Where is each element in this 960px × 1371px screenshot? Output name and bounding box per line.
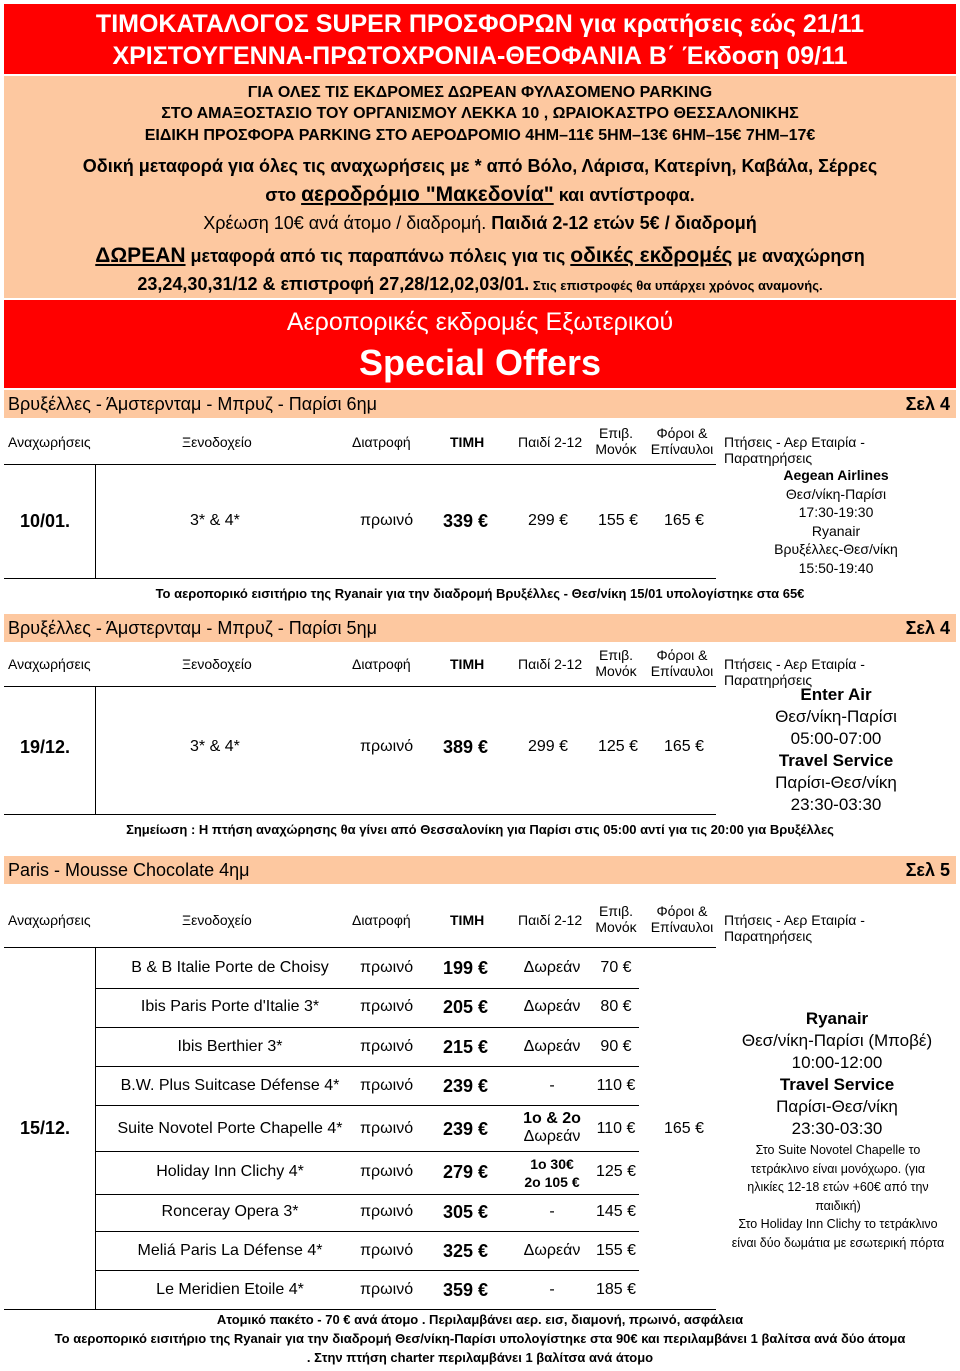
- free-transfer-line-1: ΔΩΡΕΑΝ μεταφορά από τις παραπάνω πόλεις για τις οδικές εκδρομές με αναχώρηση: [95, 244, 865, 267]
- row-border: [4, 947, 716, 948]
- offers-banner: [4, 300, 956, 388]
- section-title-bar: [4, 614, 956, 642]
- section-title: Paris - Mousse Chocolate 4ημ: [8, 860, 250, 880]
- parking-line-1: ΓΙΑ ΟΛΕΣ ΤΙΣ ΕΚΔΡΟΜΕΣ ΔΩΡΕΑΝ ΦΥΛΑΣΟΜΕΝΟ PARKING: [247, 84, 713, 101]
- row-border: [95, 988, 639, 989]
- row-border: [95, 1027, 639, 1028]
- row-border: [95, 1151, 639, 1152]
- row-border: [95, 686, 96, 814]
- single-supplement: 125 €: [598, 738, 639, 755]
- transfer-line-1: Οδική μεταφορά για όλες τις αναχωρήσεις με * από Βόλο, Λάρισα, Κατερίνη, Καβάλα, Σέρρες: [82, 156, 878, 176]
- departure-date: 10/01.: [20, 511, 71, 531]
- row-border: [95, 947, 96, 1309]
- row-border: [95, 1231, 639, 1232]
- departure-date: 19/12.: [20, 737, 71, 757]
- transfer-line-3: Χρέωση 10€ ανά άτομο / διαδρομή. Παιδιά 2-12 ετών 5€ / διαδρομή: [203, 213, 757, 233]
- row-border: [95, 1194, 639, 1195]
- flight-info: Enter Air Θεσ/νίκη-Παρίσι 05:00-07:00 Travel Service Παρίσι-Θεσ/νίκη 23:30-03:30: [775, 685, 897, 814]
- footer-note-3: . Στην πτήση charter περιλαμβάνει 1 βαλίτσα ανά άτομο: [306, 1350, 654, 1365]
- section-title: Βρυξέλλες - Άμστερνταμ - Μπρυζ - Παρίσι 6ημ: [8, 394, 377, 414]
- section-note: Το αεροπορικό εισιτήριο της Ryanair για την διαδρομή Βρυξέλλες - Θεσ/νίκη 15/01 υπολογίστηκε στα 65€: [155, 586, 805, 601]
- parking-line-3: ΕΙΔΙΚΗ ΠΡΟΣΦΟΡΑ PARKING ΣΤΟ ΑΕΡΟΔΡΟΜΙΟ 4ΗΜ–11€ 5ΗΜ–13€ 6ΗΜ–15€ 7ΗΜ–17€: [144, 127, 816, 144]
- free-transfer-line-2: 23,24,30,31/12 & επιστροφή 27,28/12,02,03/01. Στις επιστροφές θα υπάρχει χρόνος αναμονής.: [137, 274, 823, 294]
- banner-line-2: Special Offers: [358, 342, 602, 383]
- footer-note-1: Ατομικό πακέτο - 70 € ανά άτομο . Περιλαμβάνει αερ. εισ, διαμονή, πρωινό, ασφάλεια: [216, 1312, 744, 1327]
- row-border: [4, 1309, 716, 1310]
- row-border: [4, 814, 716, 815]
- row-border: [95, 1270, 639, 1271]
- row-border: [95, 1105, 639, 1106]
- main-title: ΤΙΜΟΚΑΤΑΛΟΓΟΣ SUPER ΠΡΟΣΦΟΡΩΝ για κρατήσεις εώς 21/11: [95, 10, 865, 38]
- hotel-cell: 3* & 4*: [190, 738, 240, 755]
- price-cell: 339 €: [443, 511, 489, 531]
- flight-info: Aegean Airlines Θεσ/νίκη-Παρίσι 17:30-19:30 Ryanair Βρυξέλλες-Θεσ/νίκη 15:50-19:40: [774, 467, 898, 576]
- top-header: [4, 4, 956, 74]
- page-ref: Σελ 4: [905, 394, 950, 414]
- taxes-cell: 165 €: [664, 512, 705, 529]
- transfer-line-2: στο αεροδρόμιο "Μακεδονία" και αντίστροφα.: [265, 183, 695, 206]
- row-border: [4, 578, 716, 579]
- flight-info: Ryanair Θεσ/νίκη-Παρίσι (Μποβέ) 10:00-12:00 Travel Service Παρίσι-Θεσ/νίκη 23:30-03:30: [741, 1009, 933, 1138]
- child-price: 299 €: [528, 512, 569, 529]
- row-border: [95, 1066, 639, 1067]
- footer-note-2: Το αεροπορικό εισιτήριο της Ryanair για την διαδρομή Θεσ/νίκη-Παρίσι υπολογίστηκε στα 90€ και περιλαμβάνει 1 βαλίτσα ανά δύο άτομα: [54, 1331, 906, 1346]
- section-title: Βρυξέλλες - Άμστερνταμ - Μπρυζ - Παρίσι 5ημ: [8, 618, 377, 638]
- section-title-bar: [4, 856, 956, 884]
- column-headers: Αναχωρήσεις Ξενοδοχείο Διατροφή ΤΙΜΗ Παιδί 2-12 Επιβ. Μονόκ Φόροι & Επίναυλοι Πτήσεις - Αερ Εταιρία - Παρατηρήσεις: [8, 903, 865, 944]
- child-price: 299 €: [528, 738, 569, 755]
- departure-date: 15/12.: [20, 1118, 71, 1138]
- price-cell: 389 €: [443, 737, 489, 757]
- banner-line-1: Αεροπορικές εκδρομές Εξωτερικού: [286, 308, 674, 336]
- taxes-cell: 165 €: [664, 1120, 705, 1137]
- hotel-cell: 3* & 4*: [190, 512, 240, 529]
- page-ref: Σελ 5: [905, 860, 950, 880]
- hotel-notes: Στο Suite Novotel Chapelle το τετράκλινο είναι μονόχωρο. (για ηλικίες 12-18 ετών +60€ από την παιδική) Στο Holiday Inn Clichy το τετράκλινο είναι δύο δωμάτια με εσωτερική πόρτα: [731, 1143, 945, 1250]
- single-supplement: 155 €: [598, 512, 639, 529]
- info-box: [4, 76, 956, 298]
- board-cell: πρωινό: [360, 738, 414, 755]
- column-headers: Αναχωρήσεις Ξενοδοχείο Διατροφή ΤΙΜΗ Παιδί 2-12 Επιβ. Μονόκ Φόροι & Επίναυλοι Πτήσεις - Αερ Εταιρία - Παρατηρήσεις: [8, 425, 865, 466]
- column-headers: Αναχωρήσεις Ξενοδοχείο Διατροφή ΤΙΜΗ Παιδί 2-12 Επιβ. Μονόκ Φόροι & Επίναυλοι Πτήσεις - Αερ Εταιρία - Παρατηρήσεις: [8, 647, 865, 688]
- row-border: [95, 464, 96, 578]
- board-cell: πρωινό: [360, 512, 414, 529]
- edition-title: ΧΡΙΣΤΟΥΓΕΝΝΑ-ΠΡΩΤΟΧΡΟΝΙΑ-ΘΕΟΦΑΝΙΑ Β΄ Έκδοση 09/11: [112, 42, 848, 70]
- page-ref: Σελ 4: [905, 618, 950, 638]
- section-title-bar: [4, 390, 956, 418]
- row-border: [4, 686, 716, 687]
- row-border: [4, 464, 716, 465]
- parking-line-2: ΣΤΟ ΑΜΑΞΟΣΤΑΣΙΟ ΤΟΥ ΟΡΓΑΝΙΣΜΟΥ ΛΕΚΚΑ 10 , ΩΡΑΙΟΚΑΣΤΡΟ ΘΕΣΣΑΛΟΝΙΚΗΣ: [161, 105, 799, 122]
- section-note: Σημείωση : Η πτήση αναχώρησης θα γίνει από Θεσσαλονίκη για Παρίσι στις 05:00 αντί για τις 20:00 για Βρυξέλλες: [126, 822, 834, 837]
- taxes-cell: 165 €: [664, 738, 705, 755]
